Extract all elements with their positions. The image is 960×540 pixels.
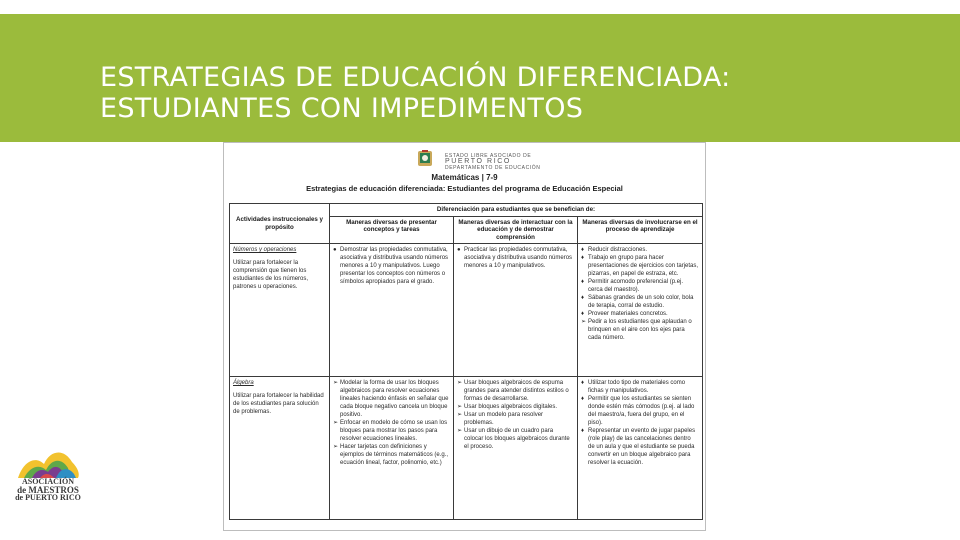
present-cell	[330, 244, 454, 377]
list-item: ♦ Utilizar todo tipo de materiales como fichas y manipulativos.	[581, 380, 686, 394]
table-row	[230, 377, 703, 520]
header-interact: Maneras diversas de interactuar con la educación y de demostrar comprensión	[454, 216, 578, 244]
header-present: Maneras diversas de presentar conceptos y tareas	[330, 216, 454, 244]
topic-label: Números y operaciones	[233, 247, 297, 253]
list-item: ➢ Usar bloques algebraicos digitales.	[457, 404, 558, 410]
list-item: ➢ Modelar la forma de usar los bloques algebraicos para resolver ecuaciones lineales haciendo énfasis en señalar que cada bloque negativo cancela un bloque positivo.	[333, 380, 449, 418]
seal-icon	[416, 149, 434, 167]
purpose-text: Utilizar para fortalecer la habilidad de los estudiantes para solución de problemas.	[233, 393, 324, 415]
bullet-icon: ●	[457, 247, 461, 253]
diamond-bullet-icon: ♦	[581, 311, 585, 317]
diamond-bullet-icon: ♦	[581, 428, 585, 434]
interact-cell	[454, 377, 578, 520]
arrow-bullet-icon: ➢	[457, 380, 463, 386]
diamond-bullet-icon: ♦	[581, 279, 585, 285]
list-item: ➢ Usar un dibujo de un cuadro para colocar los bloques algebraicos durante el proceso.	[457, 428, 570, 450]
logo-line3: de PUERTO RICO	[15, 493, 81, 502]
list-item: ➢ Pedir a los estudiantes que aplaudan o brinquen en el aire con los ejes para cada número.	[581, 319, 692, 341]
list-item: ➢ Usar bloques algebraicos de espuma grandes para atender distintos estilos o formas de desarrollarse.	[457, 380, 569, 402]
list-item: ♦ Permitir que los estudiantes se sienten donde estén más cómodos (p.ej. al lado del maestro/a, fuera del grupo, en el piso).	[581, 396, 695, 426]
slide-title-line1: ESTRATEGIAS DE EDUCACIÓN DIFERENCIADA:	[100, 62, 731, 93]
header-row	[230, 204, 703, 217]
activity-cell	[230, 244, 330, 377]
diamond-bullet-icon: ♦	[581, 396, 585, 402]
header-group: Diferenciación para estudiantes que se benefician de:	[330, 204, 703, 217]
agency-line3: DEPARTAMENTO DE EDUCACIÓN	[445, 165, 541, 171]
involve-cell	[578, 244, 703, 377]
agency-header	[445, 153, 540, 171]
list-item: ♦ Sábanas grandes de un solo color, bola de terapia, corral de estudio.	[581, 295, 694, 309]
arrow-bullet-icon: ➢	[457, 428, 463, 434]
list-item: ➢ Usar un modelo para resolver problemas.	[457, 412, 544, 426]
strategies-table	[229, 203, 703, 520]
list-item: ➢ Enfocar en modelo de cómo se usan los bloques para mostrar los pasos para resolver ecuaciones lineales.	[333, 420, 448, 442]
diamond-bullet-icon: ♦	[581, 255, 585, 261]
list-item: ● Practicar las propiedades conmutativa, asociativa y distributiva usando números menores a 10 y manipulativos.	[457, 247, 573, 269]
present-cell	[330, 377, 454, 520]
agency-line2: PUERTO RICO	[445, 158, 511, 165]
document-image	[223, 142, 706, 531]
list-item: ♦ Trabajo en grupo para hacer presentaciones de ejercicios con tarjetas, pizarras, en papel de estraza, etc.	[581, 255, 699, 277]
arrow-bullet-icon: ➢	[333, 444, 339, 450]
list-item: ♦ Reducir distracciones.	[581, 247, 648, 253]
logo-line2: de MAESTROS	[17, 485, 79, 495]
document-title: Matemáticas | 7-9	[431, 173, 498, 182]
slide-title-line2: ESTUDIANTES CON IMPEDIMENTOS	[100, 93, 584, 124]
diamond-bullet-icon: ♦	[581, 380, 585, 386]
arrow-bullet-icon: ➢	[457, 412, 463, 418]
list-item: ➢ Hacer tarjetas con definiciones y ejemplos de términos matemáticos (e.g., ecuación lineal, factor, polinomio, etc.)	[333, 444, 449, 466]
activity-cell	[230, 377, 330, 520]
arrow-bullet-icon: ➢	[457, 404, 463, 410]
arrow-bullet-icon: ➢	[333, 380, 339, 386]
logo-line1: ASOCIACIÓN	[21, 477, 74, 486]
header-involve: Maneras diversas de involucrarse en el proceso de aprendizaje	[578, 216, 703, 244]
diamond-bullet-icon: ♦	[581, 247, 585, 253]
table-row	[230, 244, 703, 377]
interact-cell	[454, 244, 578, 377]
topic-label: Álgebra	[233, 380, 254, 386]
list-item: ♦ Permitir acomodo preferencial (p.ej. cerca del maestro).	[581, 279, 684, 293]
document-subtitle: Estrategias de educación diferenciada: Estudiantes del programa de Educación Especial	[306, 184, 623, 193]
bullet-icon: ●	[333, 247, 337, 253]
list-item: ♦ Proveer materiales concretos.	[581, 311, 668, 317]
purpose-text: Utilizar para fortalecer la comprensión que tienen los estudiantes de los números, patrones u operaciones.	[233, 260, 309, 290]
list-item: ● Demostrar las propiedades conmutativa, asociativa y distributiva usando números menores a 10 y manipulativos. Luego presentar los conceptos con números o símbolos apropiados para el grado.	[333, 247, 449, 285]
list-item: ♦ Representar un evento de jugar papeles (role play) de las cancelaciones dentro de un aula y que el estudiante se pueda convertir en un bloque algebraico para resolver la ecuación.	[581, 428, 696, 466]
arrow-bullet-icon: ➢	[581, 319, 587, 325]
diamond-bullet-icon: ♦	[581, 295, 585, 301]
arrow-bullet-icon: ➢	[333, 420, 339, 426]
involve-cell	[578, 377, 703, 520]
agency-line1: ESTADO LIBRE ASOCIADO DE	[445, 153, 532, 159]
header-activities: Actividades instruccionales y propósito	[230, 204, 330, 244]
slide-title	[100, 62, 731, 124]
association-logo-text	[6, 478, 90, 502]
